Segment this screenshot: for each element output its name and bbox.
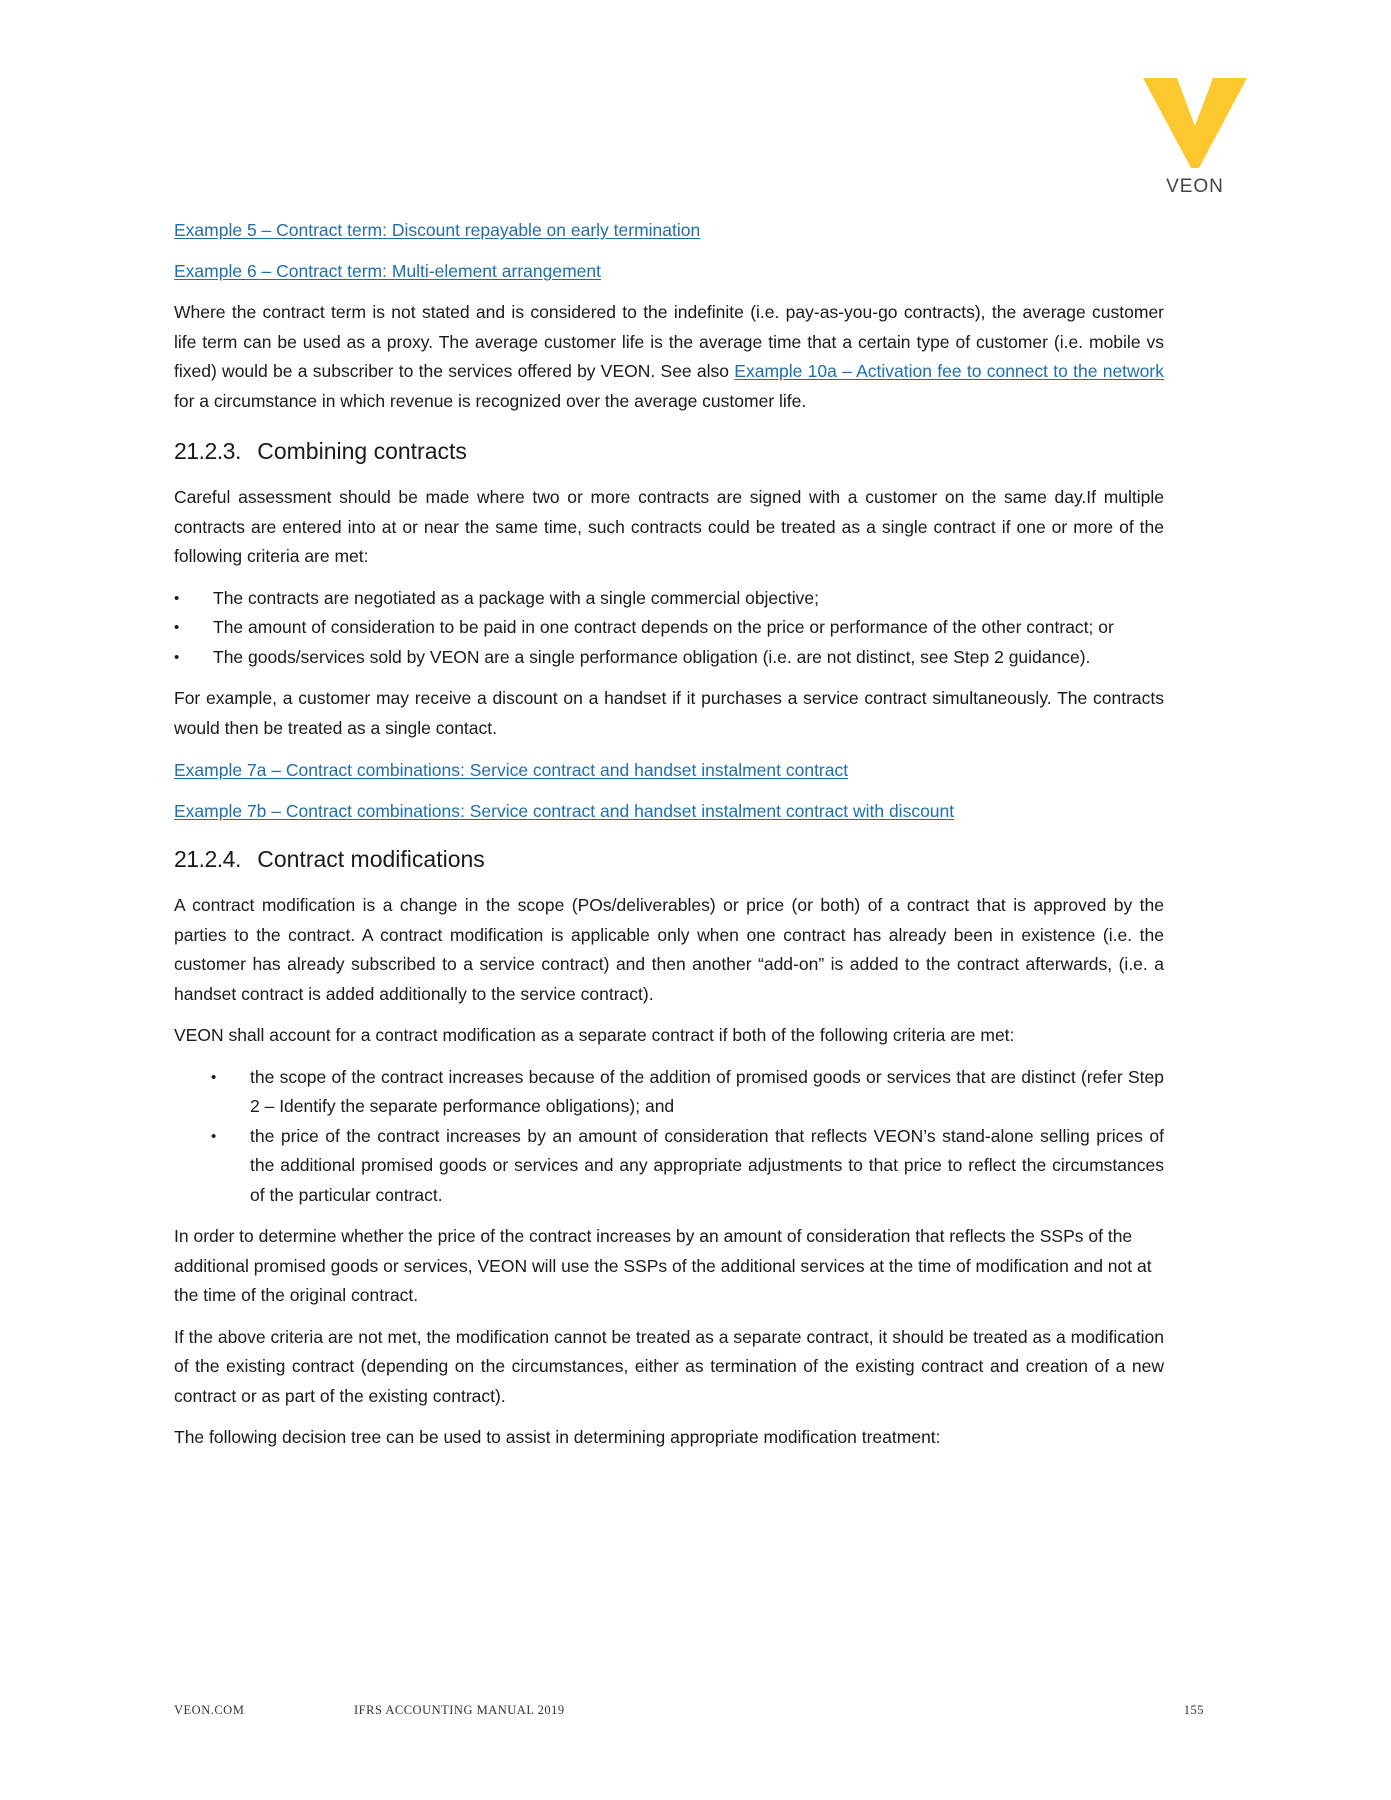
link-line-example-7a bbox=[174, 757, 1164, 783]
bullet-icon: • bbox=[174, 648, 180, 666]
list-item: • The amount of consideration to be paid in one contract depends on the price or performance of the other contract; or bbox=[174, 613, 1164, 643]
veon-v-icon bbox=[1143, 78, 1247, 168]
section-title: Combining contracts bbox=[257, 438, 467, 464]
bullet-icon: • bbox=[174, 589, 180, 607]
bullet-icon: • bbox=[211, 1068, 217, 1086]
link-example-10a[interactable]: Example 10a – Activation fee to connect to the network bbox=[734, 361, 1164, 381]
combining-example-paragraph: For example, a customer may receive a discount on a handset if it purchases a service contract simultaneously. The contracts would then be treated as a single contact. bbox=[174, 688, 1164, 738]
link-example-7b[interactable]: Example 7b – Contract combinations: Service contract and handset instalment contract with discount bbox=[174, 801, 955, 821]
list-item: • the scope of the contract increases because of the addition of promised goods or services that are distinct (refer Step 2 – Identify the separate performance obligations); and bbox=[174, 1063, 1164, 1122]
intro-text-after: for a circumstance in which revenue is recognized over the average customer life. bbox=[174, 390, 807, 411]
intro-text: Where the contract term is not stated and is considered to the indefinite (i.e. pay-as-you-go contracts), the average customer life term can be used as a proxy. The average customer life is the average time that a certain type of customer (i.e. mobile vs fixed) would be a subscriber to the services offered by VEON. See also bbox=[174, 302, 1164, 381]
modifications-paragraph-5: The following decision tree can be used to assist in determining appropriate modification treatment: bbox=[174, 1427, 941, 1447]
list-item: • the price of the contract increases by an amount of consideration that reflects VEON’s stand-alone selling prices of the additional promised goods or services and any appropriate adjustments to that price to reflect the circumstances of the particular contract. bbox=[174, 1122, 1164, 1211]
intro-paragraph bbox=[174, 298, 1164, 416]
list-item: • The goods/services sold by VEON are a single performance obligation (i.e. are not distinct, see Step 2 guidance). bbox=[174, 643, 1164, 673]
link-line-example-7b bbox=[174, 798, 1164, 824]
bullet-icon: • bbox=[174, 619, 180, 636]
section-heading-contract-modifications bbox=[174, 846, 1164, 873]
veon-logo bbox=[1143, 78, 1247, 200]
section-heading-combining-contracts bbox=[174, 438, 1164, 465]
section-title: Contract modifications bbox=[257, 846, 485, 872]
link-example-6[interactable]: Example 6 – Contract term: Multi-element arrangement bbox=[174, 261, 601, 281]
page-footer bbox=[174, 1703, 1204, 1723]
section-number: 21.2.3. bbox=[174, 438, 241, 464]
logo-wordmark: VEON bbox=[1166, 176, 1224, 197]
main-content bbox=[174, 217, 1164, 1465]
modifications-paragraph-2: VEON shall account for a contract modification as a separate contract if both of the following criteria are met: bbox=[174, 1025, 1015, 1045]
link-line-example-5 bbox=[174, 217, 1164, 243]
link-line-example-6 bbox=[174, 258, 1164, 284]
combining-criteria-list bbox=[174, 584, 1164, 673]
footer-site: VEON.COM bbox=[174, 1703, 245, 1717]
link-example-5[interactable]: Example 5 – Contract term: Discount repayable on early termination bbox=[174, 220, 701, 240]
modifications-paragraph-3: In order to determine whether the price of the contract increases by an amount of consideration that reflects the SSPs of the additional promised goods or services, VEON will use the SSPs of the additional services at the time of modification and not at the time of the original contract. bbox=[174, 1226, 1152, 1305]
list-item: • The contracts are negotiated as a package with a single commercial objective; bbox=[174, 584, 1164, 614]
link-example-7a[interactable]: Example 7a – Contract combinations: Service contract and handset instalment contract bbox=[174, 760, 849, 780]
combining-paragraph: Careful assessment should be made where two or more contracts are signed with a customer on the same day.If multiple contracts are entered into at or near the same time, such contracts could be treated as a single contract if one or more of the following criteria are met: bbox=[174, 487, 1164, 566]
section-number: 21.2.4. bbox=[174, 846, 241, 872]
modifications-criteria-list bbox=[174, 1063, 1164, 1211]
footer-title: IFRS ACCOUNTING MANUAL 2019 bbox=[354, 1703, 565, 1717]
modifications-paragraph-4: If the above criteria are not met, the modification cannot be treated as a separate contract, it should be treated as a modification of the existing contract (depending on the circumstances, either as termination of the existing contract and creation of a new contract or as part of the existing contract). bbox=[174, 1326, 1164, 1406]
modifications-paragraph-1: A contract modification is a change in the scope (POs/deliverables) or price (or both) of a contract that is approved by the parties to the contract. A contract modification is applicable only when one contract has already been in existence (i.e. the customer has already subscribed to a service contract) and then another “add-on” is added to the contract afterwards, (i.e. a handset contract is added additionally to the service contract). bbox=[174, 895, 1164, 1004]
page-number: 155 bbox=[1183, 1703, 1204, 1717]
bullet-icon: • bbox=[211, 1127, 217, 1145]
